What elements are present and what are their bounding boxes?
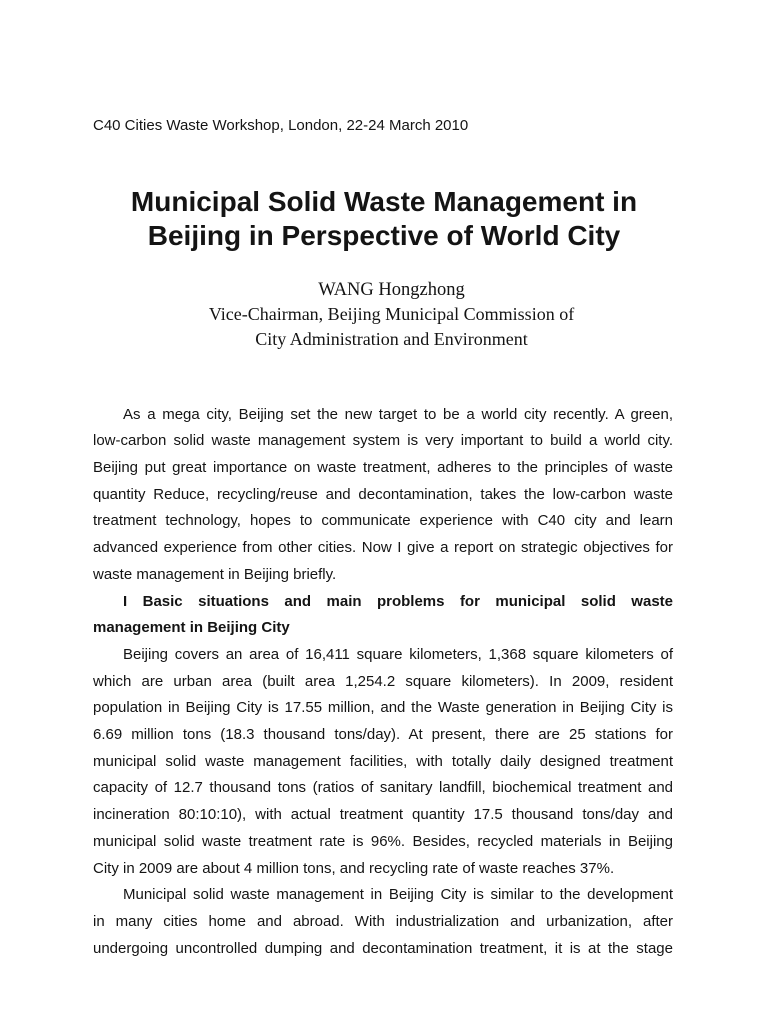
paragraph-line: waste management in Beijing briefly.	[93, 565, 337, 583]
paragraph-line: Beijing put great importance on waste treatment, adheres to the principles of waste	[93, 459, 673, 477]
body-paragraph	[93, 882, 673, 962]
paragraph-line: which are urban area (built area 1,254.2 square kilometers). In 2009, resident	[93, 672, 673, 690]
paragraph-line: City in 2009 are about 4 million tons, and recycling rate of waste reaches 37%.	[93, 859, 615, 877]
paragraph-line: quantity Reduce, recycling/reuse and decontamination, takes the low-carbon waste	[93, 485, 673, 503]
author-block	[110, 278, 673, 352]
author-affiliation-line: Vice-Chairman, Beijing Municipal Commission of	[208, 304, 575, 324]
paragraph-line: capacity of 12.7 thousand tons (ratios of sanitary landfill, biochemical treatment and	[93, 779, 673, 797]
title-line: Beijing in Perspective of World City	[147, 220, 621, 251]
paragraph-line: in many cities home and abroad. With industrialization and urbanization, after	[93, 913, 673, 930]
paper-title	[0, 185, 768, 253]
workshop-header: C40 Cities Waste Workshop, London, 22-24 March 2010	[93, 117, 469, 134]
section-heading	[93, 589, 673, 642]
paragraph-line: 6.69 million tons (18.3 thousand tons/day). At present, there are 25 stations for	[93, 726, 673, 744]
paragraph-line: municipal solid waste management facilities, with totally daily designed treatment	[93, 752, 673, 770]
paragraph-line: treatment technology, hopes to communicate experience with C40 city and learn	[93, 512, 673, 530]
title-line: Municipal Solid Waste Management in	[130, 186, 638, 217]
body-paragraph	[93, 642, 673, 882]
paragraph-line: Municipal solid waste management in Beijing City is similar to the development	[123, 886, 673, 904]
paragraph-line: low-carbon solid waste management system is very important to build a world city.	[93, 432, 673, 450]
paragraph-line: advanced experience from other cities. Now I give a report on strategic objectives for	[93, 539, 673, 557]
paragraph-line: incineration 80:10:10), with actual treatment quantity 17.5 thousand tons/day and	[93, 806, 673, 824]
paragraph-line: population in Beijing City is 17.55 million, and the Waste generation in Beijing City is	[93, 699, 673, 717]
section-heading-line: I Basic situations and main problems for municipal solid waste	[123, 592, 673, 610]
paragraph-line: As a mega city, Beijing set the new target to be a world city recently. A green,	[123, 405, 673, 423]
paragraph-line: Beijing covers an area of 16,411 square kilometers, 1,368 square kilometers of	[123, 645, 673, 663]
intro-paragraph	[93, 402, 673, 589]
paragraph-line: undergoing uncontrolled dumping and decontamination treatment, it is at the stage	[93, 939, 673, 957]
paragraph-line: municipal solid waste treatment rate is 96%. Besides, recycled materials in Beijing	[93, 832, 673, 850]
body-text	[93, 402, 673, 963]
section-heading-line: management in Beijing City	[93, 619, 290, 637]
author-affiliation-line: City Administration and Environment	[255, 329, 528, 349]
author-name: WANG Hongzhong	[318, 280, 465, 300]
